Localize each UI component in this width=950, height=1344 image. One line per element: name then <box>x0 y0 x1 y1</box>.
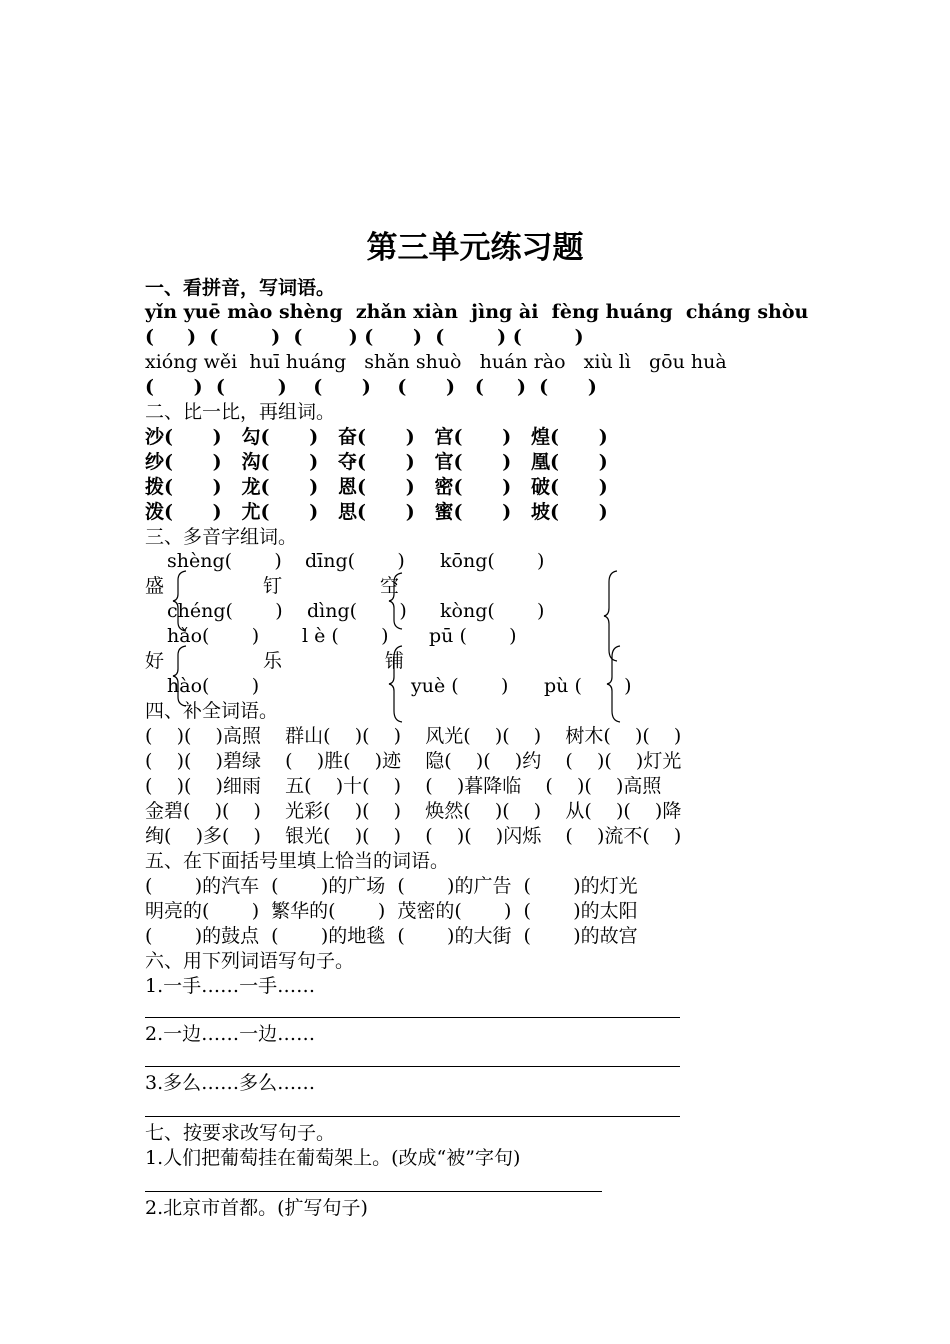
rewrite-prompt: 2.北京市首都。(扩写句子) <box>145 1197 368 1219</box>
answer-line[interactable] <box>145 1066 680 1067</box>
polyphone-char: 铺 <box>385 650 405 672</box>
polyphone-entry: hào( ) <box>167 675 260 697</box>
blank-row-2: ( ) ( ) ( ) ( ) ( ) ( ) <box>145 376 597 398</box>
polyphone-entry: kòng( ) <box>440 600 545 622</box>
blank-row-1: ( ) ( ) ( ) ( ) ( ) ( ) <box>145 326 584 348</box>
section1-heading: 一、看拼音，写词语。 <box>145 277 336 299</box>
answer-line[interactable] <box>145 1191 602 1192</box>
polyphone-entry: yuè ( ) <box>411 675 509 697</box>
polyphone-entry: hǎo( ) <box>167 625 260 647</box>
curly-brace-icon <box>388 572 406 630</box>
compare-row: 泼( ) 尤( ) 思( ) 蜜( ) 坡( ) <box>145 501 608 523</box>
polyphone-char: 乐 <box>263 650 283 672</box>
page-title: 第三单元练习题 <box>366 230 584 266</box>
pinyin-row-2: xióng wěi huī huáng shǎn shuò huán rào xiù lì gōu huà <box>145 351 727 373</box>
fill-row: 明亮的( ) 繁华的( ) 茂密的( ) ( )的太阳 <box>145 900 638 922</box>
answer-line[interactable] <box>145 1116 680 1117</box>
idiom-row: ( )( )碧绿 ( )胜( )迹 隐( )( )约 ( )( )灯光 <box>145 750 682 772</box>
polyphone-entry: l è ( ) <box>302 625 389 647</box>
compare-row: 拨( ) 龙( ) 恩( ) 密( ) 破( ) <box>145 476 608 498</box>
curly-brace-icon <box>172 645 190 707</box>
polyphone-char: 盛 <box>145 575 165 597</box>
idiom-row: 金碧( )( ) 光彩( )( ) 焕然( )( ) 从( )( )降 <box>145 800 682 822</box>
section6-heading: 六、用下列词语写句子。 <box>145 950 355 972</box>
compare-row: 纱( ) 沟( ) 夺( ) 官( ) 凰( ) <box>145 451 608 473</box>
sentence-prompt: 1.一手……一手…… <box>145 975 316 997</box>
polyphone-entry: kōng( ) <box>440 550 545 572</box>
sentence-prompt: 3.多么……多么…… <box>145 1072 316 1094</box>
section5-heading: 五、在下面括号里填上恰当的词语。 <box>145 850 450 872</box>
polyphone-entry: chéng( ) <box>167 600 283 622</box>
idiom-row: 绚( )多( ) 银光( )( ) ( )( )闪烁 ( )流不( ) <box>145 825 682 847</box>
section4-heading: 四、补全词语。 <box>145 700 279 722</box>
polyphone-char: 好 <box>145 650 165 672</box>
polyphone-entry: pū ( ) <box>429 625 517 647</box>
polyphone-char: 空 <box>380 575 400 597</box>
sentence-prompt: 2.一边……一边…… <box>145 1023 316 1045</box>
idiom-row: ( )( )高照 群山( )( ) 风光( )( ) 树木( )( ) <box>145 725 682 747</box>
curly-brace-icon <box>388 645 406 723</box>
curly-brace-icon <box>606 645 624 723</box>
curly-brace-icon <box>172 570 190 632</box>
section7-heading: 七、按要求改写句子。 <box>145 1122 336 1144</box>
compare-row: 沙( ) 勾( ) 奋( ) 宫( ) 煌( ) <box>145 426 608 448</box>
rewrite-prompt: 1.人们把葡萄挂在葡萄架上。(改成“被”字句) <box>145 1147 521 1169</box>
fill-row: ( )的汽车 ( )的广场 ( )的广告 ( )的灯光 <box>145 875 638 897</box>
polyphone-entry: pù ( ) <box>544 675 632 697</box>
polyphone-entry: dìng( ) <box>307 600 407 622</box>
polyphone-char: 钉 <box>263 575 283 597</box>
fill-row: ( )的鼓点 ( )的地毯 ( )的大街 ( )的故宫 <box>145 925 638 947</box>
pinyin-row-1: yǐn yuē mào shèng zhǎn xiàn jìng ài fèng huáng cháng shòu <box>145 301 809 323</box>
answer-line[interactable] <box>145 1017 680 1018</box>
section2-heading: 二、比一比，再组词。 <box>145 401 336 423</box>
polyphone-entry: dīng( ) <box>305 550 405 572</box>
idiom-row: ( )( )细雨 五( )十( ) ( )暮降临 ( )( )高照 <box>145 775 662 797</box>
section3-heading: 三、多音字组词。 <box>145 526 298 548</box>
polyphone-entry: shèng( ) <box>167 550 282 572</box>
